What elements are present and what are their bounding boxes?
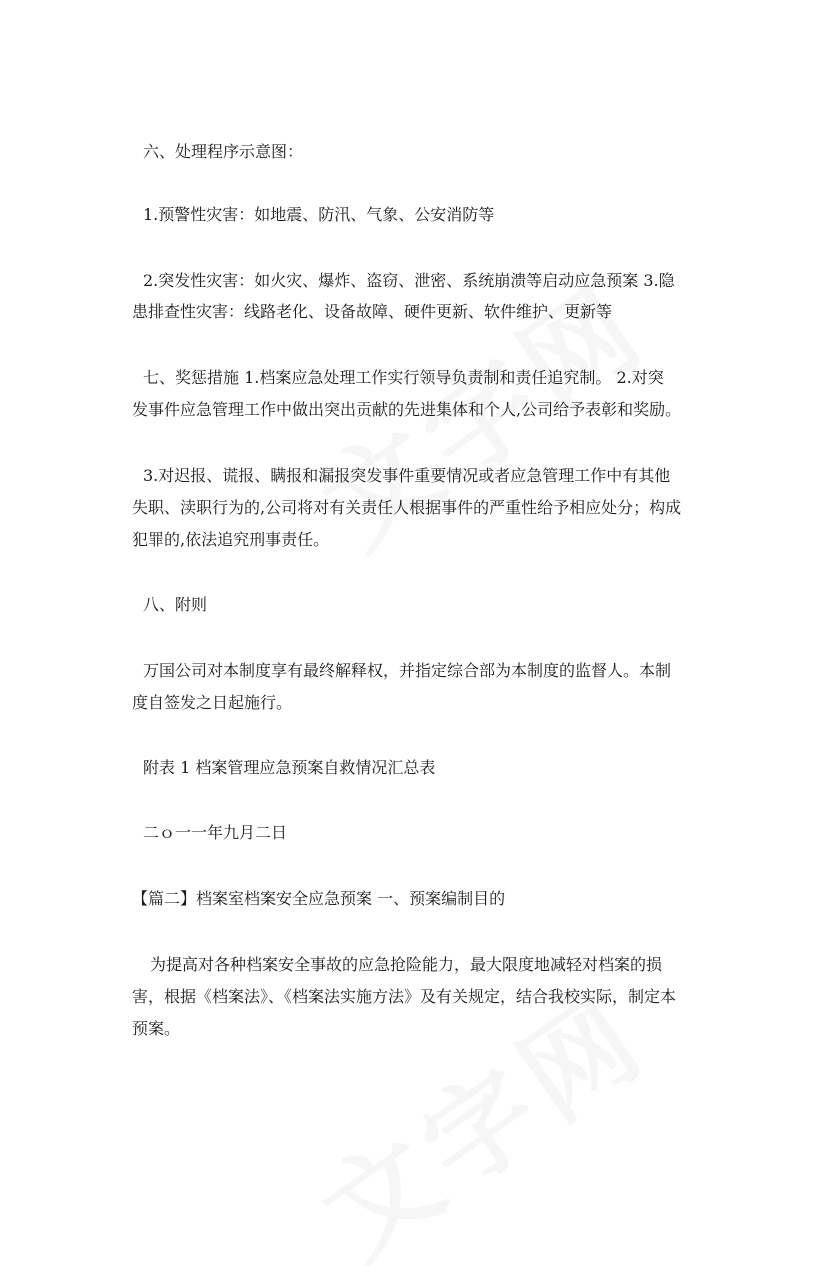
paragraph-line: 预案。 — [132, 1019, 181, 1038]
paragraph-line: 为提高对各种档案安全事故的应急抢险能力，最大限度地减轻对档案的损 — [150, 955, 663, 974]
paragraph-line: 患排查性灾害：线路老化、设备故障、硬件更新、软件维护、更新等 — [132, 302, 613, 321]
section-heading-6: 六、处理程序示意图： — [143, 142, 304, 161]
paragraph-line: 失职、渎职行为的,公司将对有关责任人根据事件的严重性给予相应处分；构成 — [132, 498, 682, 517]
paragraph-line: 害，根据《档案法》、《档案法实施方法》及有关规定，结合我校实际，制定本 — [132, 987, 677, 1006]
document-date: 二ｏ一一年九月二日 — [143, 823, 288, 842]
paragraph-line: 万国公司对本制度享有最终解释权，并指定综合部为本制度的监督人。本制 — [143, 661, 672, 680]
part-two-heading: 【篇二】档案室档案安全应急预案 一、预案编制目的 — [132, 889, 506, 908]
appendix-title: 附表 1 档案管理应急预案自救情况汇总表 — [143, 758, 436, 777]
section-heading-8: 八、附则 — [143, 595, 208, 614]
paragraph-line: 1.预警性灾害：如地震、防汛、气象、公安消防等 — [143, 205, 495, 224]
paragraph-line: 3.对迟报、谎报、瞒报和漏报突发事件重要情况或者应急管理工作中有其他 — [143, 466, 671, 485]
paragraph-line: 2.突发性灾害：如火灾、爆炸、盗窃、泄密、系统崩溃等启动应急预案 3.隐 — [143, 271, 675, 290]
paragraph-line: 发事件应急管理工作中做出突出贡献的先进集体和个人,公司给予表彰和奖励。 — [132, 400, 682, 419]
paragraph-line: 犯罪的,依法追究刑事责任。 — [132, 530, 330, 549]
paragraph-line: 度自签发之日起施行。 — [132, 693, 293, 712]
paragraph-line: 七、奖惩措施 1.档案应急处理工作实行领导负责制和责任追究制。 2.对突 — [143, 368, 664, 387]
